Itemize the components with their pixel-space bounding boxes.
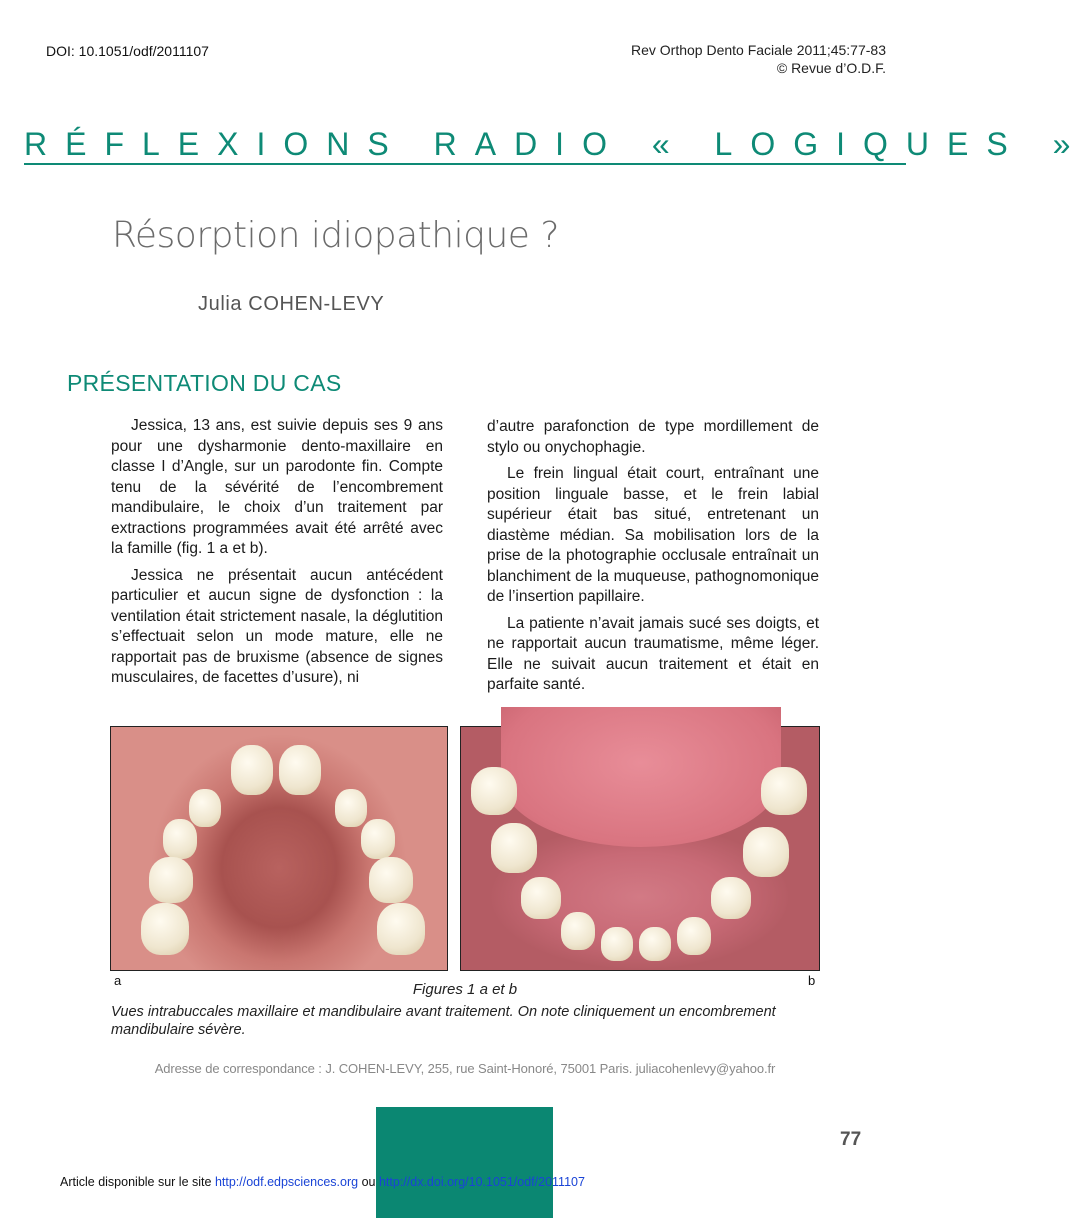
doi-line: DOI: 10.1051/odf/2011107 — [46, 43, 209, 59]
figure-label-b: b — [808, 973, 816, 988]
paragraph: La patiente n’avait jamais sucé ses doigts, et ne rapportait aucun traumatisme, même léger. Elle ne suivait aucun traitement et était en parfaite santé. — [487, 614, 819, 693]
journal-site-link[interactable]: http://odf.edpsciences.org — [214, 1175, 359, 1189]
figure-photo-mandibular — [460, 726, 820, 971]
paragraph: Le frein lingual était court, entraînant une position linguale basse, et le frein labial supérieur était bas situé, entretenant un diastème médian. Sa mobilisation lors de la prise de la photographie occlusale entraînait un blanchiment de la muqueuse, pathognomonique de l’insertion papillaire. — [487, 465, 819, 605]
body-column-left — [111, 416, 443, 695]
figure-label-a: a — [114, 973, 122, 988]
paragraph: d’autre parafonction de type mordillement de stylo ou onychophagie. — [487, 418, 819, 456]
article-title: Résorption idiopathique ? — [112, 215, 559, 256]
figure-photo-maxillary — [110, 726, 448, 971]
paragraph: Jessica, 13 ans, est suivie depuis ses 9 ans pour une dysharmonie dento-maxillaire en classe I d’Angle, sur un parodonte fin. Compte tenu de la sévérité de l’encombrement mandibulaire, le choix d’un traitement par extractions programmées avait été arrêté avec la famille (fig. 1 a et b). — [111, 417, 443, 557]
paragraph: Jessica ne présentait aucun antécédent particulier et aucun signe de dysfonction : la ventilation était strictement nasale, la déglutition s’effectuait selon un mode mature, elle ne rapportait pas de bruxisme (absence de signes musculaires, de facettes d’usure), ni — [111, 566, 443, 686]
journal-copyright: © Revue d’O.D.F. — [776, 60, 886, 76]
footer-or: ou — [361, 1175, 376, 1189]
journal-citation: Rev Orthop Dento Faciale 2011;45:77-83 — [630, 42, 886, 58]
journal-reference — [631, 41, 886, 77]
section-heading: PRÉSENTATION DU CAS — [67, 370, 342, 396]
correspondence-address: Adresse de correspondance : J. COHEN-LEVY, 255, rue Saint-Honoré, 75001 Paris. juliacohenlevy@yahoo.fr — [154, 1061, 776, 1076]
doi-link[interactable]: http://dx.doi.org/10.1051/odf/2011107 — [378, 1175, 585, 1189]
article-author: Julia COHEN-LEVY — [198, 293, 385, 315]
figure-title: Figures 1 a et b — [412, 981, 518, 998]
figure-caption: Vues intrabuccales maxillaire et mandibulaire avant traitement. On note cliniquement un encombrement mandibulaire sévère. — [111, 1004, 776, 1038]
body-column-right — [487, 417, 819, 702]
section-banner: RÉFLEXIONS RADIO « LOGIQUES » — [24, 127, 906, 165]
footer-color-block — [376, 1107, 553, 1218]
footer-availability — [60, 1175, 585, 1189]
page-number: 77 — [840, 1129, 862, 1150]
footer-prefix: Article disponible sur le site — [60, 1175, 212, 1189]
